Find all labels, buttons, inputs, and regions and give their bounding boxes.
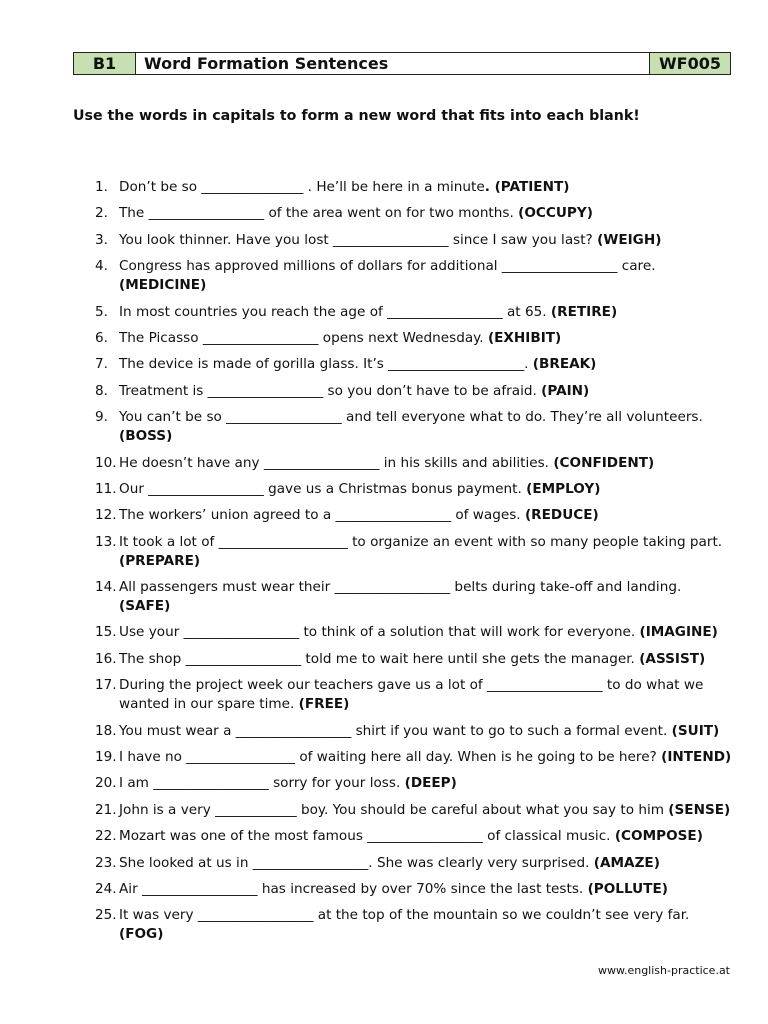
question-keyword: (SENSE) — [668, 801, 731, 818]
question-keyword: (POLLUTE) — [587, 880, 668, 897]
question-text: The Picasso _________________ opens next Wednesday. — [119, 329, 484, 346]
question-item — [95, 355, 735, 374]
question-body — [119, 774, 735, 793]
worksheet-title: Word Formation Sentences — [136, 53, 650, 74]
question-keyword: (EXHIBIT) — [487, 329, 562, 346]
question-number: 17. — [95, 677, 117, 694]
question-body — [119, 650, 735, 669]
question-item — [95, 454, 735, 473]
question-text: All passengers must wear their _________________ belts during take-off and landing. — [119, 579, 682, 596]
question-keyword: (IMAGINE) — [639, 624, 718, 641]
question-list — [95, 178, 735, 952]
question-item — [95, 303, 735, 322]
question-body — [119, 827, 735, 846]
question-body — [119, 906, 735, 944]
question-text: Congress has approved millions of dollars for additional _________________ care. — [119, 258, 656, 275]
question-item — [95, 722, 735, 741]
instructions: Use the words in capitals to form a new word that fits into each blank! — [73, 108, 640, 124]
question-item — [95, 854, 735, 873]
question-text: The _________________ of the area went on for two months. — [119, 205, 514, 222]
question-item — [95, 906, 735, 944]
question-number: 8. — [95, 382, 108, 399]
question-number: 20. — [95, 775, 117, 792]
question-keyword: (REDUCE) — [524, 507, 599, 524]
question-keyword: (BOSS) — [119, 428, 173, 445]
question-number: 6. — [95, 329, 108, 346]
question-number: 7. — [95, 356, 108, 373]
question-body — [119, 533, 735, 571]
question-text: Air _________________ has increased by over 70% since the last tests. — [119, 880, 584, 897]
question-item — [95, 257, 735, 295]
question-item — [95, 204, 735, 223]
question-text: During the project week our teachers gave us a lot of _________________ to do what we wanted in our spare time. — [119, 677, 704, 713]
question-text: You can’t be so _________________ and tell everyone what to do. They’re all volunteers. — [119, 409, 703, 426]
worksheet-code: WF005 — [650, 53, 730, 74]
question-text: Mozart was one of the most famous _________________ of classical music. — [119, 828, 611, 845]
question-body — [119, 506, 735, 525]
question-text: You must wear a _________________ shirt if you want to go to such a formal event. — [119, 722, 668, 739]
question-number: 10. — [95, 454, 117, 471]
question-number: 16. — [95, 650, 117, 667]
question-text: The device is made of gorilla glass. It’s ____________________. — [119, 356, 529, 373]
question-body — [119, 480, 735, 499]
question-text: Treatment is _________________ so you don’t have to be afraid. — [119, 382, 537, 399]
question-item — [95, 382, 735, 401]
question-keyword: (EMPLOY) — [526, 480, 601, 497]
question-body — [119, 578, 735, 616]
question-item — [95, 801, 735, 820]
question-text: I have no ________________ of waiting here all day. When is he going to be here? — [119, 749, 657, 766]
question-text: I am _________________ sorry for your loss. — [119, 775, 401, 792]
question-text: It was very _________________ at the top of the mountain so we couldn’t see very far. — [119, 907, 690, 924]
question-item — [95, 578, 735, 616]
question-item — [95, 880, 735, 899]
question-keyword: (SAFE) — [119, 598, 171, 615]
question-keyword: (WEIGH) — [597, 231, 662, 248]
question-item — [95, 231, 735, 250]
level-cell: B1 — [74, 53, 136, 74]
question-keyword: (CONFIDENT) — [553, 454, 655, 471]
question-item — [95, 650, 735, 669]
question-number: 3. — [95, 231, 108, 248]
question-body — [119, 382, 735, 401]
question-number: 22. — [95, 828, 117, 845]
question-keyword: (BREAK) — [532, 356, 597, 373]
question-keyword: . (PATIENT) — [484, 179, 570, 195]
question-number: 11. — [95, 480, 117, 497]
question-number: 5. — [95, 303, 108, 320]
question-item — [95, 480, 735, 499]
question-keyword: (COMPOSE) — [614, 828, 703, 845]
question-item — [95, 408, 735, 446]
question-item — [95, 748, 735, 767]
question-number: 9. — [95, 409, 108, 426]
question-number: 15. — [95, 624, 117, 641]
footer-url: www.english-practice.at — [597, 964, 730, 977]
question-number: 19. — [95, 749, 117, 766]
question-keyword: (RETIRE) — [550, 303, 618, 320]
header-table — [73, 52, 731, 75]
question-keyword: (DEEP) — [404, 775, 457, 792]
question-body — [119, 854, 735, 873]
question-text: You look thinner. Have you lost _________________ since I saw you last? — [119, 231, 593, 248]
question-keyword: (PREPARE) — [119, 552, 201, 569]
question-body — [119, 204, 735, 223]
question-item — [95, 774, 735, 793]
question-text: Our _________________ gave us a Christmas bonus payment. — [119, 480, 522, 497]
question-keyword: (PAIN) — [541, 382, 590, 399]
question-keyword: (OCCUPY) — [518, 205, 593, 222]
question-number: 18. — [95, 722, 117, 739]
question-keyword: (MEDICINE) — [119, 277, 207, 294]
question-body — [119, 623, 735, 642]
question-text: In most countries you reach the age of _________________ at 65. — [119, 303, 547, 320]
question-body — [119, 329, 735, 348]
question-body — [119, 355, 735, 374]
question-item — [95, 178, 735, 197]
question-body — [119, 748, 735, 767]
question-text: The shop _________________ told me to wait here until she gets the manager. — [119, 650, 635, 667]
question-body — [119, 676, 735, 714]
question-text: Use your _________________ to think of a solution that will work for everyone. — [119, 624, 636, 641]
question-keyword: (SUIT) — [671, 722, 720, 739]
question-body — [119, 231, 735, 250]
question-body — [119, 408, 735, 446]
question-keyword: (INTEND) — [661, 749, 732, 766]
question-number: 24. — [95, 880, 117, 897]
question-number: 14. — [95, 579, 117, 596]
question-number: 2. — [95, 205, 108, 222]
question-body — [119, 178, 735, 197]
question-keyword: (AMAZE) — [593, 854, 660, 871]
question-number: 23. — [95, 854, 117, 871]
question-item — [95, 623, 735, 642]
question-item — [95, 506, 735, 525]
question-body — [119, 454, 735, 473]
question-body — [119, 801, 735, 820]
question-text: John is a very ____________ boy. You should be careful about what you say to him — [119, 801, 664, 818]
question-number: 4. — [95, 258, 108, 275]
question-number: 21. — [95, 801, 117, 818]
question-text: It took a lot of ___________________ to organize an event with so many people taking part. — [119, 533, 723, 550]
question-text: The workers’ union agreed to a _________________ of wages. — [119, 507, 521, 524]
question-number: 25. — [95, 907, 117, 924]
question-text: Don’t be so _______________ . He’ll be here in a minute — [119, 179, 485, 195]
question-number: 1. — [95, 179, 108, 195]
question-text: He doesn’t have any _________________ in his skills and abilities. — [119, 454, 549, 471]
question-item — [95, 827, 735, 846]
question-body — [119, 880, 735, 899]
question-keyword: (FOG) — [119, 926, 164, 943]
question-number: 12. — [95, 507, 117, 524]
question-item — [95, 533, 735, 571]
question-body — [119, 257, 735, 295]
question-item — [95, 676, 735, 714]
question-keyword: (FREE) — [298, 696, 350, 713]
question-keyword: (ASSIST) — [639, 650, 706, 667]
question-item — [95, 329, 735, 348]
question-body — [119, 303, 735, 322]
question-text: She looked at us in _________________. She was clearly very surprised. — [119, 854, 590, 871]
question-body — [119, 722, 735, 741]
question-number: 13. — [95, 533, 117, 550]
